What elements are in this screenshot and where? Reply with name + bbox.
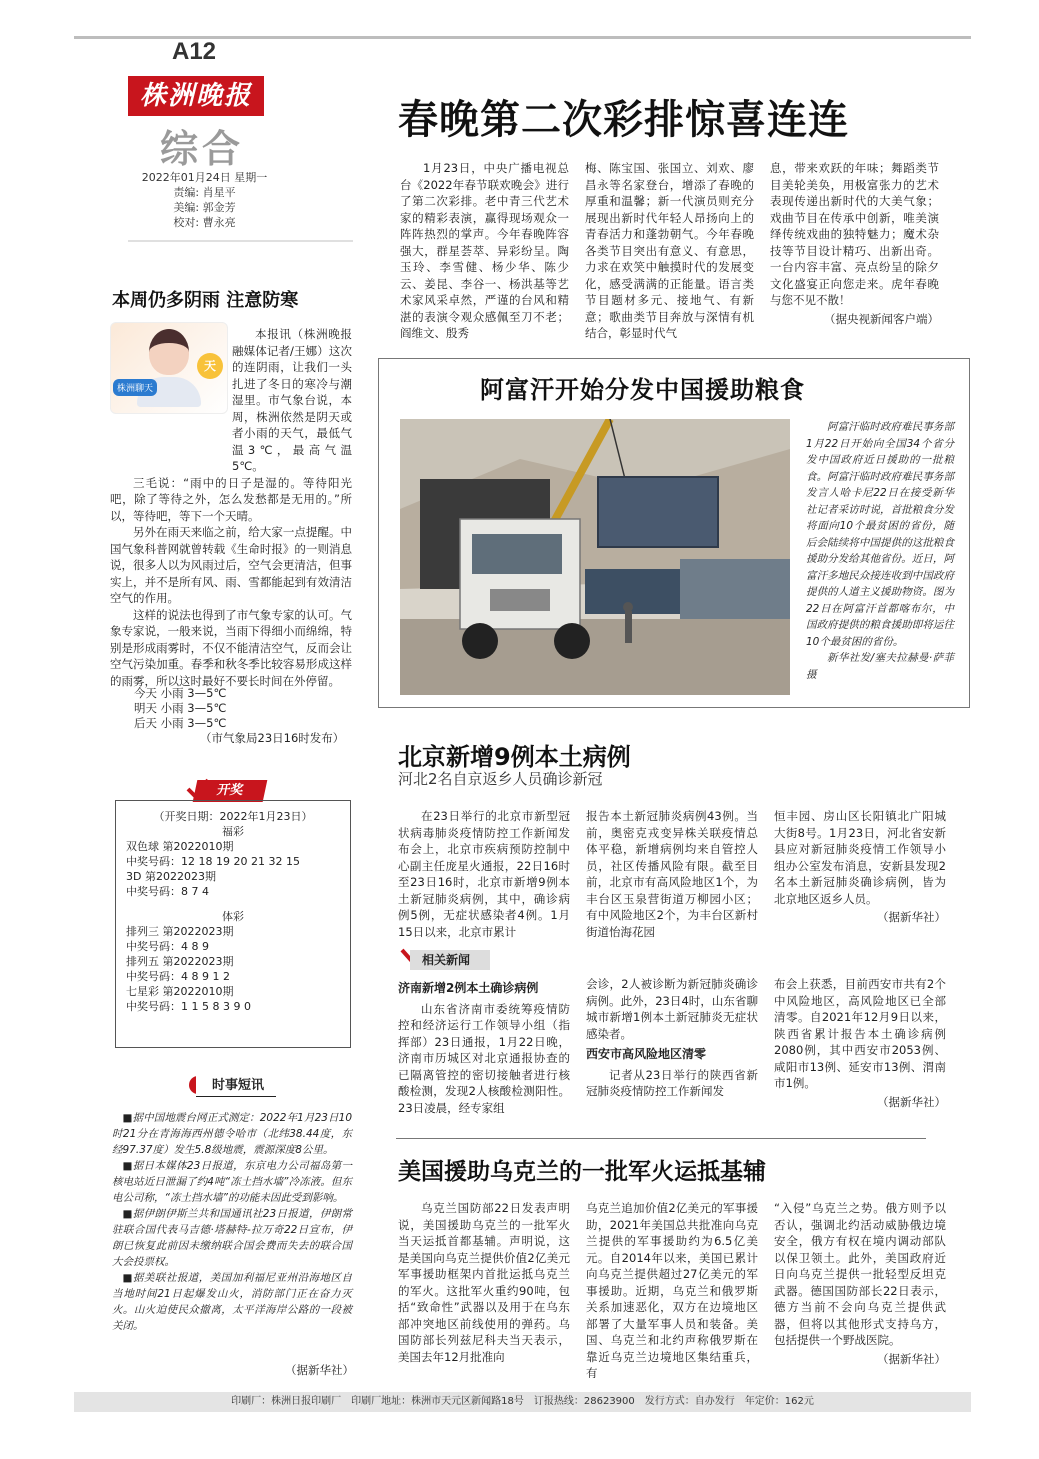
photo-credit: 新华社发/塞夫拉赫曼·萨菲 摄	[806, 652, 954, 681]
lottery-box	[115, 800, 351, 1048]
edition-meta	[132, 170, 277, 230]
related-subheadline: 济南新增2例本土确诊病例	[398, 981, 539, 995]
forecast-today: 今天 小雨 3—5℃	[134, 686, 227, 700]
brief-source: （据新华社）	[285, 1363, 354, 1377]
forecast-source: （市气象局23日16时发布）	[200, 731, 345, 745]
article-source: （据新华社）	[877, 910, 946, 924]
lottery-line: 中奖号码：12 18 19 20 21 32 15	[126, 855, 300, 868]
lottery-line: 排列五 第2022023期	[126, 955, 234, 968]
article-column: 乌克兰国防部22日发表声明说，美国援助乌克兰的一批军火当天运抵首都基辅。声明说，这是美国向乌克兰提供价值2亿美元军事援助框架内首批运抵乌克兰的军火。这批军火重约90吨，包括“致命性”武器以及用于在乌东部冲突地区前线使用的弹药。乌国防部长列兹尼科夫当天表示，美国去年12月批准向	[398, 1201, 570, 1364]
forecast-list	[134, 686, 226, 731]
lottery-line: 3D 第2022023期	[126, 870, 216, 883]
welfare-label: 福彩	[222, 825, 244, 838]
spring-gala-article	[400, 160, 940, 342]
lottery-line: 中奖号码：1 1 5 8 3 9 0	[126, 1000, 251, 1013]
lottery-banner: 开奖	[193, 780, 268, 802]
article-column: 梅、陈宝国、张国立、刘欢、廖昌永等名家登台，增添了春晚的厚重和温馨；新一代演员则充分展现出新时代年轻人昂扬向上的青春活力和蓬勃朝气。今年春晚各类节目突出有意义、有意思，力求在欢笑中触摸时代的发展变化，感受满满的正能量。语言类节目题材多元、接地气、有新意；歌曲类节目奔放与深情有机结合，彰显时代气	[585, 161, 754, 340]
article-column: 会诊，2人被诊断为新冠肺炎确诊病例。此外，23日4时，山东省聊城市新增1例本土新冠肺炎无症状感染者。 西安市高风险地区清零 记者从23日举行的陕西省新冠肺炎疫情防控工作新闻发	[586, 977, 758, 1098]
divider	[396, 1138, 926, 1139]
afghan-caption: 阿富汗临时政府难民事务部1月22日开始向全国34个省分发中国政府近日援助的一批粮食。阿富汗临时政府难民事务部发言人哈卡尼22日在接受新华社记者采访时说，首批粮食分发将面向10个最贫困的省份，随后会陆续将中国提供的这批粮食援助分发给其他省份。近日，阿富汗多地民众接连收到中国政府提供的人道主义援助物资。图为22日在阿富汗首都喀布尔，中国政府提供的粮食援助即将运往10个最贫困的省份。 新华社发/塞夫拉赫曼·萨菲 摄	[806, 419, 954, 683]
article-column: 恒丰园、房山区长阳镇北广阳城大街8号。1月23日，河北省安新县应对新冠肺炎疫情工作领导小组办公室发布消息，安新县发现2名本土新冠肺炎确诊病例，皆为北京地区返乡人员。 （据新华社）	[774, 809, 946, 924]
ukraine-article	[398, 1200, 946, 1382]
editor-credit: 责编: 肖星平	[173, 186, 236, 199]
lottery-line: 七星彩 第2022010期	[126, 985, 234, 998]
page-number: A12	[172, 38, 217, 65]
brief-item: ■据中国地震台网正式测定：2022年1月23日10时21分在青海海西州德令哈市（北纬38.44度，东经97.37度）发生5.8级地震，震源深度8公里。	[112, 1112, 352, 1156]
weather-headline: 本周仍多阴雨 注意防寒	[112, 290, 299, 311]
lottery-line: 中奖号码：8 7 4	[126, 885, 209, 898]
sun-icon: 天	[197, 353, 223, 379]
brief-banner: 时事短讯	[196, 1075, 276, 1097]
proof-credit: 校对: 曹永亮	[173, 216, 236, 229]
reporter-face	[149, 329, 189, 375]
beijing-subheadline: 河北2名自京返乡人员确诊新冠	[398, 770, 603, 788]
article-column: 济南新增2例本土确诊病例 山东省济南市委统筹疫情防控和经济运行工作领导小组（指挥部）23日通报，1月22日晚，济南市历城区对北京通报协查的已隔离管控的密切接触者进行核酸检测，发现2人核酸检测阳性。23日凌晨，经专家组	[398, 981, 570, 1115]
article-column: 乌克兰追加价值2亿美元的军事援助，2021年美国总共批准向乌克兰提供的军事援助约为6.5亿美元。自2014年以来，美国已累计向乌克兰提供超过27亿美元的军事援助。近期，乌克兰和俄罗斯关系加速恶化，双方在边境地区部署了大量军事人员和装备。美国、乌克兰和北约声称俄罗斯在靠近乌克兰边境地区集结重兵，有	[586, 1201, 758, 1380]
lottery-line: 排列三 第2022023期	[126, 925, 234, 938]
spring-gala-headline: 春晚第二次彩排惊喜连连	[398, 97, 849, 143]
article-column: 布会上获悉，目前西安市共有2个中风险地区，高风险地区已全部清零。自2021年12月9日以来，陕西省累计报告本土确诊病例2080例，其中西安市2053例、咸阳市13例、延安市13例、渭南市1例。 （据新华社）	[774, 977, 946, 1109]
weather-article: 本报讯（株洲晚报融媒体记者/王娜）这次的连阴雨，让我们一头扎进了冬日的寒冷与潮湿里。市气象台说，本周，株洲依然是阴天或者小雨的天气，最低气温3℃，最高气温5℃。 三毛说：“雨中的日子是湿的。等待阳光吧，除了等待之外，怎么发愁都是无用的。”所以，等待吧，等下一个天晴。 另外在雨天来临之前，给大家一点提醒。中国气象科普网就曾转载《生命时报》的一则消息说，很多人以为风雨过后，空气会更清洁，但事实上，并不是所有风、雨、雪都能起到有效清洁空气的作用。 这样的说法也得到了市气象专家的认可。气象专家说，一般来说，当雨下得细小而绵绵，特别是形成雨雾时，不仅不能清洁空气，反而会让空气污染加重。春季和秋冬季比较容易形成这样的雨雾，所以这时最好不要长时间在外停留。	[110, 327, 352, 688]
lottery-line: 中奖号码：4 8 9 1 2	[126, 970, 230, 983]
afghan-headline: 阿富汗开始分发中国援助粮食	[480, 376, 805, 404]
lottery-date: （开奖日期：2022年1月23日）	[153, 810, 313, 823]
related-subheadline: 西安市高风险地区清零	[586, 1047, 707, 1061]
brief-item: ■据伊朗伊斯兰共和国通讯社23日报道，伊朗常驻联合国代表马吉德·塔赫特-拉万奇22日宣布，伊朗已恢复此前因未缴纳联合国会费而失去的联合国大会投票权。	[112, 1208, 352, 1268]
lottery-line: 中奖号码：4 8 9	[126, 940, 209, 953]
beijing-article	[398, 808, 946, 940]
avatar-tag: 株洲聊天	[113, 379, 157, 396]
forecast-day-after: 后天 小雨 3—5℃	[134, 716, 227, 730]
divider	[128, 240, 353, 242]
print-footer: 印刷厂：株洲日报印刷厂 印刷厂地址：株洲市天元区新闻路18号 订报热线：28623900 发行方式：自办发行 年定价：162元	[74, 1392, 971, 1412]
ukraine-headline: 美国援助乌克兰的一批军火运抵基辅	[398, 1159, 766, 1185]
article-source: （据新华社）	[877, 1094, 946, 1109]
masthead-logo: 株洲晚报	[128, 76, 264, 116]
article-source: （据新华社）	[877, 1351, 946, 1366]
news-photo	[400, 419, 790, 695]
article-column: 报告本土新冠肺炎病例43例。当前，奥密克戎变异株关联疫情总体平稳，新增病例均来自管控人员，社区传播风险有限。截至目前，北京市有高风险地区1个，为丰台区玉泉营街道万柳园小区；有中风险地区2个，为丰台区新村街道怡海花园	[586, 809, 758, 939]
lottery-line: 双色球 第2022010期	[126, 840, 234, 853]
article-source: （据央视新闻客户端）	[824, 311, 939, 326]
reporter-avatar	[110, 322, 228, 414]
brief-item: ■据日本媒体23日报道，东京电力公司福岛第一核电站近日泄漏了约4吨“冻土挡水墙”冷冻液。但东电公司称，“冻土挡水墙”的功能未因此受到影响。	[112, 1160, 352, 1204]
article-column: “入侵”乌克兰之势。俄方则予以否认，强调北约活动威胁俄边境安全，俄方有权在境内调动部队以保卫领土。此外，美国政府近日向乌克兰提供一批轻型反坦克武器。德国国防部长22日表示，德方当前不会向乌克兰提供武器，但将以其他形式支持乌方，包括提供一个野战医院。 （据新华社）	[774, 1201, 946, 1366]
sports-label: 体彩	[222, 910, 244, 923]
related-banner: 相关新闻	[410, 950, 490, 970]
forecast-tomorrow: 明天 小雨 3—5℃	[134, 701, 227, 715]
edition-date: 2022年01月24日 星期一	[141, 171, 268, 184]
article-column: 息，带来欢跃的年味；舞蹈类节目美轮美奂，用极富张力的艺术表现传递出新时代的大美气象；戏曲节目在传承中创新，唯美演绎传统戏曲的独特魅力；魔术杂技等节目设计精巧、出新出奇。一台内容丰富、亮点纷呈的除夕文化盛宴正向您走来。虎年春晚与您不见不散！ （据央视新闻客户端）	[770, 161, 939, 326]
beijing-headline: 北京新增9例本土病例	[398, 743, 631, 771]
article-column: 1月23日，中央广播电视总台《2022年春节联欢晚会》进行了第二次彩排。老中青三代艺术家的精彩表演，赢得现场观众一阵阵热烈的掌声。今年春晚阵容强大，群星荟萃、异彩纷呈。陶玉玲、李雪健、杨少华、陈少云、姜昆、李谷一、杨洪基等艺术家风采卓然，严谨的台风和精湛的表演令观众感佩至刀不老；阎维文、殷秀	[400, 161, 569, 340]
section-title: 综合	[160, 126, 245, 171]
brief-item: ■据美联社报道，美国加利福尼亚州沿海地区自当地时间21日起爆发山火，消防部门正在奋力灭火。山火迫使民众撤离，太平洋海岸公路的一段被关闭。	[112, 1272, 352, 1332]
brief-list	[112, 1110, 352, 1334]
related-article	[398, 976, 946, 1116]
article-column: 在23日举行的北京市新型冠状病毒肺炎疫情防控工作新闻发布会上，北京市疾病预防控制中心副主任庞星火通报，22日16时至23日16时，北京市新增9例本土新冠肺炎病例，其中，确诊病例5例，无症状感染者4例。1月15日以来，北京市累计	[398, 809, 570, 939]
art-credit: 美编: 郭金芳	[173, 201, 236, 214]
